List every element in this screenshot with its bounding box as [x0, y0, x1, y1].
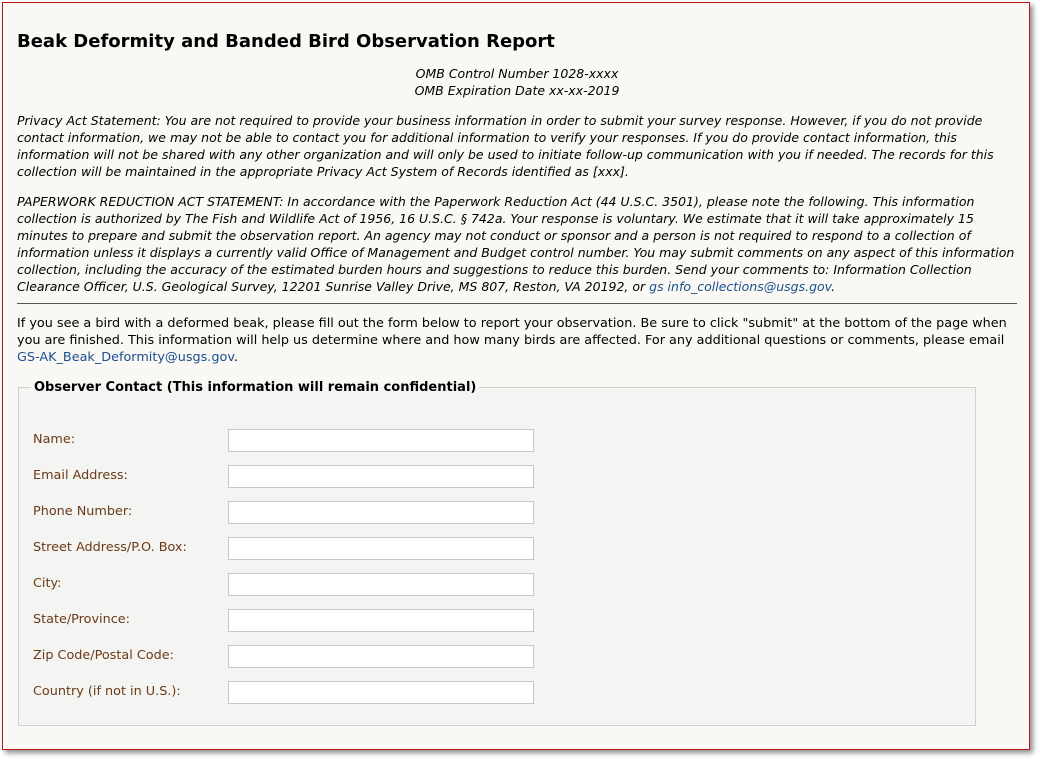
city-label: City: — [33, 576, 62, 591]
intro-body: If you see a bird with a deformed beak, please fill out the form below to report your observation. Be sure to click "submit" at the bottom of the page when you are finished. This information will help us determine where and how many birds are affected. For any additional questions or comments, please email — [17, 316, 1007, 348]
info-collections-email-link[interactable]: gs info_collections@usgs.gov — [649, 279, 832, 294]
state-province-label: State/Province: — [33, 612, 130, 627]
omb-info — [17, 65, 1017, 99]
page-title: Beak Deformity and Banded Bird Observation Report — [17, 31, 555, 52]
observer-contact-fieldset — [18, 380, 976, 726]
name-label: Name: — [33, 432, 76, 447]
phone-input[interactable] — [228, 501, 534, 524]
phone-label: Phone Number: — [33, 504, 133, 519]
intro-text — [17, 315, 1017, 366]
name-input[interactable] — [228, 429, 534, 452]
omb-expiration-date: OMB Expiration Date xx-xx-2019 — [414, 83, 620, 98]
paperwork-end: . — [831, 279, 836, 294]
country-input[interactable] — [228, 681, 534, 704]
city-input[interactable] — [228, 573, 534, 596]
paperwork-text: PAPERWORK REDUCTION ACT STATEMENT: In accordance with the Paperwork Reduction Act (44 U.S.C. 3501), please note the following. This information collection is authorized by The Fish and Wildlife Act of 1956, 16 U.S.C. § 742a. Your response is voluntary. We estimate that it will take approximately 15 minutes to prepare and submit the observation report. An agency may not conduct or sponsor and a person is not required to respond to a collection of information unless it displays a currently valid Office of Management and Budget control number. You may submit comments on any aspect of this information collection, including the accuracy of the estimated burden hours and suggestions to reduce this burden. Send your comments to: Information Collection Clearance Officer, U.S. Geological Survey, 12201 Sunrise Valley Drive, MS 807, Reston, VA 20192, or — [17, 194, 1015, 294]
email-input[interactable] — [228, 465, 534, 488]
privacy-act-statement: Privacy Act Statement: You are not required to provide your business information in order to submit your survey response. However, if you do not provide contact information, we may not be able to contact you for additional information to verify your responses. If you do provide contact information, this information will not be shared with any other organization and will only be used to initiate follow-up communication with you if needed. The records for this collection will be maintained in the appropriate Privacy Act System of Records identified as [xxx]. — [17, 113, 994, 179]
section-divider — [17, 303, 1017, 304]
beak-deformity-email-link[interactable]: GS-AK_Beak_Deformity@usgs.gov — [17, 350, 234, 365]
observer-contact-legend: Observer Contact (This information will remain confidential) — [34, 380, 477, 395]
intro-end: . — [233, 350, 238, 365]
omb-control-number: OMB Control Number 1028-xxxx — [415, 66, 619, 81]
country-label: Country (if not in U.S.): — [33, 684, 181, 699]
zip-code-input[interactable] — [228, 645, 534, 668]
paperwork-reduction-statement — [17, 193, 1017, 295]
page-content — [3, 31, 1029, 726]
street-address-input[interactable] — [228, 537, 534, 560]
email-label: Email Address: — [33, 468, 128, 483]
state-province-input[interactable] — [228, 609, 534, 632]
street-address-label: Street Address/P.O. Box: — [33, 540, 187, 555]
zip-code-label: Zip Code/Postal Code: — [33, 648, 174, 663]
page-frame — [2, 2, 1030, 750]
